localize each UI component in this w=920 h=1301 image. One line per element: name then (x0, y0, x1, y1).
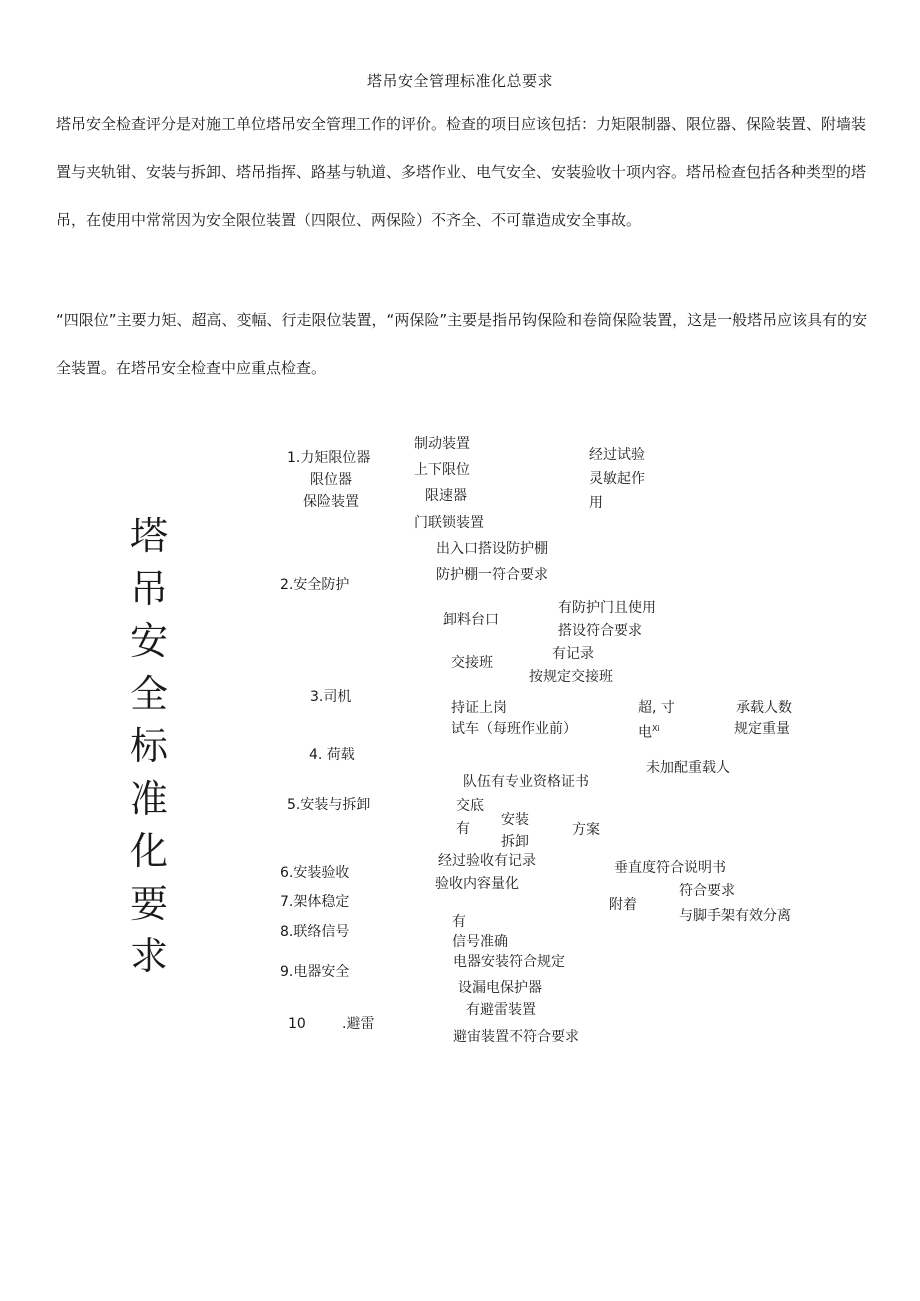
item-trial-run: 试车（每班作业前） (451, 721, 577, 737)
item-quantified: 验收内容量化 (435, 876, 519, 892)
item-unloading-platform: 卸料台口 (443, 612, 499, 628)
vertical-title-char: 要 (129, 881, 168, 926)
category-5-install-dismantle: 5.安装与拆卸 (287, 797, 371, 813)
item-signal-accurate: 信号准确 (452, 934, 508, 950)
document-title: 塔吊安全管理标准化总要求 (366, 72, 553, 90)
item-tested: 经过试验 (589, 447, 645, 463)
item-plan: 方案 (572, 822, 600, 838)
category-10-number: 10 (288, 1016, 306, 1032)
item-up-down-limit: 上下限位 (414, 462, 470, 478)
item-team-certificate: 队伍有专业资格证书 (463, 774, 589, 790)
item-electric-text: 电 (638, 724, 652, 741)
item-entrance-shed: 出入口搭设防护棚 (436, 541, 548, 557)
item-sensitive: 灵敏起作 (589, 471, 645, 487)
vertical-title-char: 准 (129, 776, 168, 821)
item-shed-compliant: 防护棚一符合要求 (436, 567, 548, 583)
item-electric-sup: Xi (652, 724, 660, 733)
item-electric (638, 720, 660, 742)
item-leakage-protector: 设漏电保护器 (458, 980, 542, 996)
item-brake-device: 制动装置 (414, 436, 470, 452)
item-certified: 持证上岗 (451, 700, 507, 716)
item-have: 有 (456, 821, 470, 837)
item-scaffold-separation: 与脚手架有效分离 (679, 908, 791, 924)
item-speed-limiter: 限速器 (425, 488, 467, 504)
item-shift-handover: 交接班 (451, 655, 493, 671)
vertical-title-char: 标 (129, 724, 168, 768)
item-meets-requirement: 符合要求 (679, 883, 735, 899)
item-briefing: 交底 (456, 798, 484, 814)
vertical-title-char: 安 (129, 619, 168, 663)
item-door-interlock: 门联锁装置 (414, 515, 484, 531)
category-2-safety-protection: 2.安全防护 (280, 577, 350, 593)
item-attachment: 附着 (609, 897, 637, 913)
item-dismantle: 拆卸 (501, 834, 529, 850)
vertical-diagram-title (124, 510, 174, 983)
item-rated-weight: 规定重量 (734, 721, 790, 737)
category-6-install-acceptance: 6.安装验收 (280, 865, 350, 881)
category-9-electrical-safety: 9.电器安全 (280, 964, 350, 980)
vertical-title-char: 全 (129, 671, 168, 716)
intro-paragraph: 塔吊安全检查评分是对施工单位塔吊安全管理工作的评价。检查的项目应该包括：力矩限制器、限位器、保险装置、附墙装置与夹轨钳、安装与拆卸、塔吊指挥、路基与轨道、多塔作业、电气安全、安装验收十项内容。塔吊检查包括各种类型的塔吊，在使用中常常因为安全限位装置（四限位、两保险）不齐全、不可靠造成安全事故。 (56, 115, 867, 229)
item-protective-door: 有防护门且使用 (558, 600, 656, 616)
item-handover-rule: 按规定交接班 (529, 669, 613, 685)
vertical-title-char: 吊 (129, 566, 168, 611)
category-1-limiter: 限位器 (310, 472, 352, 488)
item-verticality: 垂直度符合说明书 (614, 860, 726, 876)
item-have-2: 有 (452, 914, 466, 930)
category-4-load: 4. 荷载 (309, 747, 355, 763)
item-install: 安装 (501, 812, 529, 828)
item-erection-compliant: 搭设符合要求 (558, 623, 642, 639)
item-functional: 用 (589, 495, 603, 511)
item-passenger-count: 承载人数 (736, 700, 792, 716)
item-electrical-compliant: 电器安装符合规定 (453, 954, 565, 970)
item-lightning-device: 有避雷装置 (466, 1002, 536, 1018)
item-lightning-noncompliant: 避宙装置不符合要求 (453, 1029, 579, 1045)
category-1-torque-limiter: 1.力矩限位器 (287, 450, 371, 466)
category-1-safety-device: 保险装置 (303, 494, 359, 510)
category-8-signal: 8.联络信号 (280, 924, 350, 940)
vertical-title-char: 求 (129, 934, 168, 978)
limit-paragraph: “四限位”主要力矩、超高、变幅、行走限位装置，“两保险”主要是指吊钩保险和卷筒保险装置，这是一般塔吊应该具有的安全装置。在塔吊安全检查中应重点检查。 (56, 311, 868, 377)
item-has-record: 有记录 (552, 646, 594, 662)
category-3-driver: 3.司机 (310, 689, 352, 705)
item-no-counterweight: 未加配重载人 (646, 760, 730, 776)
category-10-lightning: .避雷 (342, 1016, 375, 1032)
category-7-frame-stability: 7.架体稳定 (280, 894, 350, 910)
item-super-inch: 超, 寸 (638, 700, 675, 716)
vertical-title-char: 塔 (129, 514, 168, 558)
vertical-title-char: 化 (129, 829, 168, 873)
item-accepted-record: 经过验收有记录 (438, 853, 536, 869)
